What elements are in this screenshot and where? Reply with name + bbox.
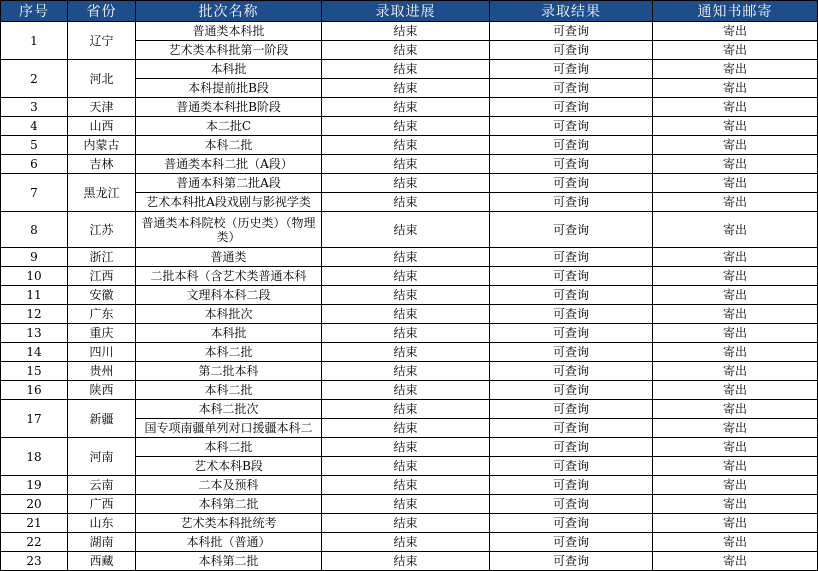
- row-number: 20: [1, 495, 68, 514]
- mail-cell: 寄出: [653, 343, 818, 362]
- table-row: [1, 495, 818, 514]
- result-cell: 可查询: [490, 136, 653, 155]
- province-cell: 西藏: [68, 552, 136, 571]
- result-cell: 可查询: [490, 248, 653, 267]
- table-row: [1, 438, 818, 457]
- batch-name-cell: 艺术本科批A段戏剧与影视学类: [136, 193, 322, 212]
- row-number: 1: [1, 22, 68, 60]
- province-cell: 河北: [68, 60, 136, 98]
- mail-cell: 寄出: [653, 193, 818, 212]
- batch-name-cell: 文理科本科二段: [136, 286, 322, 305]
- batch-name-cell: 本科第二批: [136, 552, 322, 571]
- table-row: [1, 362, 818, 381]
- progress-cell: 结束: [322, 60, 490, 79]
- mail-cell: 寄出: [653, 286, 818, 305]
- row-number: 14: [1, 343, 68, 362]
- progress-cell: 结束: [322, 457, 490, 476]
- province-cell: 四川: [68, 343, 136, 362]
- batch-name-cell: 普通类本科院校（历史类）（物理类）: [136, 212, 322, 248]
- province-cell: 河南: [68, 438, 136, 476]
- result-cell: 可查询: [490, 193, 653, 212]
- table-row: [1, 533, 818, 552]
- mail-cell: 寄出: [653, 60, 818, 79]
- progress-cell: 结束: [322, 286, 490, 305]
- result-cell: 可查询: [490, 552, 653, 571]
- province-cell: 江西: [68, 267, 136, 286]
- row-number: 21: [1, 514, 68, 533]
- table-row: [1, 514, 818, 533]
- progress-cell: 结束: [322, 193, 490, 212]
- batch-name-cell: 二本及预科: [136, 476, 322, 495]
- progress-cell: 结束: [322, 155, 490, 174]
- result-cell: 可查询: [490, 419, 653, 438]
- result-cell: 可查询: [490, 79, 653, 98]
- batch-name-cell: 普通类本科二批（A段）: [136, 155, 322, 174]
- batch-name-cell: 普通类本科批: [136, 22, 322, 41]
- province-cell: 山东: [68, 514, 136, 533]
- province-cell: 新疆: [68, 400, 136, 438]
- table-row: [1, 400, 818, 419]
- progress-cell: 结束: [322, 419, 490, 438]
- province-cell: 广东: [68, 305, 136, 324]
- mail-cell: 寄出: [653, 419, 818, 438]
- province-cell: 江苏: [68, 212, 136, 248]
- progress-cell: 结束: [322, 514, 490, 533]
- row-number: 16: [1, 381, 68, 400]
- batch-name-cell: 普通类本科批B阶段: [136, 98, 322, 117]
- province-cell: 天津: [68, 98, 136, 117]
- batch-name-cell: 艺术类本科批统考: [136, 514, 322, 533]
- progress-cell: 结束: [322, 438, 490, 457]
- table-row: [1, 324, 818, 343]
- mail-cell: 寄出: [653, 117, 818, 136]
- mail-cell: 寄出: [653, 267, 818, 286]
- batch-name-cell: 本科二批: [136, 343, 322, 362]
- row-number: 17: [1, 400, 68, 438]
- mail-cell: 寄出: [653, 41, 818, 60]
- mail-cell: 寄出: [653, 79, 818, 98]
- province-cell: 云南: [68, 476, 136, 495]
- table-row: [1, 174, 818, 193]
- mail-cell: 寄出: [653, 136, 818, 155]
- result-cell: 可查询: [490, 514, 653, 533]
- row-number: 7: [1, 174, 68, 212]
- result-cell: 可查询: [490, 98, 653, 117]
- result-cell: 可查询: [490, 476, 653, 495]
- mail-cell: 寄出: [653, 514, 818, 533]
- batch-name-cell: 本科批: [136, 60, 322, 79]
- progress-cell: 结束: [322, 476, 490, 495]
- batch-name-cell: 本科二批: [136, 136, 322, 155]
- mail-cell: 寄出: [653, 155, 818, 174]
- header-result: 录取结果: [490, 1, 653, 22]
- progress-cell: 结束: [322, 174, 490, 193]
- province-cell: 辽宁: [68, 22, 136, 60]
- result-cell: 可查询: [490, 212, 653, 248]
- row-number: 18: [1, 438, 68, 476]
- mail-cell: 寄出: [653, 533, 818, 552]
- mail-cell: 寄出: [653, 362, 818, 381]
- header-no: 序号: [1, 1, 68, 22]
- progress-cell: 结束: [322, 41, 490, 60]
- progress-cell: 结束: [322, 381, 490, 400]
- mail-cell: 寄出: [653, 22, 818, 41]
- progress-cell: 结束: [322, 343, 490, 362]
- province-cell: 湖南: [68, 533, 136, 552]
- progress-cell: 结束: [322, 22, 490, 41]
- mail-cell: 寄出: [653, 438, 818, 457]
- header-batch: 批次名称: [136, 1, 322, 22]
- result-cell: 可查询: [490, 41, 653, 60]
- table-row: [1, 98, 818, 117]
- table-row: [1, 286, 818, 305]
- batch-name-cell: 本科批: [136, 324, 322, 343]
- batch-name-cell: 艺术类本科批第一阶段: [136, 41, 322, 60]
- progress-cell: 结束: [322, 495, 490, 514]
- province-cell: 山西: [68, 117, 136, 136]
- result-cell: 可查询: [490, 286, 653, 305]
- header-row: [1, 1, 818, 22]
- province-cell: 重庆: [68, 324, 136, 343]
- result-cell: 可查询: [490, 174, 653, 193]
- result-cell: 可查询: [490, 381, 653, 400]
- batch-name-cell: 本科批（普通）: [136, 533, 322, 552]
- batch-name-cell: 第二批本科: [136, 362, 322, 381]
- row-number: 5: [1, 136, 68, 155]
- table-row: [1, 60, 818, 79]
- province-cell: 广西: [68, 495, 136, 514]
- row-number: 23: [1, 552, 68, 571]
- result-cell: 可查询: [490, 457, 653, 476]
- mail-cell: 寄出: [653, 212, 818, 248]
- table-row: [1, 305, 818, 324]
- batch-name-cell: 二批本科（含艺术类普通本科: [136, 267, 322, 286]
- table-row: [1, 248, 818, 267]
- mail-cell: 寄出: [653, 495, 818, 514]
- batch-name-cell: 本二批C: [136, 117, 322, 136]
- mail-cell: 寄出: [653, 324, 818, 343]
- row-number: 12: [1, 305, 68, 324]
- result-cell: 可查询: [490, 155, 653, 174]
- batch-name-cell: 本科批次: [136, 305, 322, 324]
- result-cell: 可查询: [490, 438, 653, 457]
- mail-cell: 寄出: [653, 381, 818, 400]
- progress-cell: 结束: [322, 212, 490, 248]
- result-cell: 可查询: [490, 117, 653, 136]
- batch-name-cell: 本科二批: [136, 438, 322, 457]
- row-number: 2: [1, 60, 68, 98]
- progress-cell: 结束: [322, 533, 490, 552]
- table-row: [1, 552, 818, 571]
- mail-cell: 寄出: [653, 552, 818, 571]
- result-cell: 可查询: [490, 267, 653, 286]
- province-cell: 内蒙古: [68, 136, 136, 155]
- progress-cell: 结束: [322, 248, 490, 267]
- progress-cell: 结束: [322, 305, 490, 324]
- row-number: 3: [1, 98, 68, 117]
- result-cell: 可查询: [490, 22, 653, 41]
- mail-cell: 寄出: [653, 457, 818, 476]
- batch-name-cell: 艺术本科B段: [136, 457, 322, 476]
- province-cell: 吉林: [68, 155, 136, 174]
- progress-cell: 结束: [322, 98, 490, 117]
- table-row: [1, 22, 818, 41]
- row-number: 8: [1, 212, 68, 248]
- row-number: 9: [1, 248, 68, 267]
- result-cell: 可查询: [490, 400, 653, 419]
- batch-name-cell: 国专项南疆单列对口援疆本科二: [136, 419, 322, 438]
- province-cell: 安徽: [68, 286, 136, 305]
- result-cell: 可查询: [490, 533, 653, 552]
- progress-cell: 结束: [322, 79, 490, 98]
- table-row: [1, 476, 818, 495]
- table-row: [1, 267, 818, 286]
- row-number: 19: [1, 476, 68, 495]
- progress-cell: 结束: [322, 117, 490, 136]
- result-cell: 可查询: [490, 362, 653, 381]
- table-row: [1, 212, 818, 248]
- result-cell: 可查询: [490, 60, 653, 79]
- province-cell: 浙江: [68, 248, 136, 267]
- batch-name-cell: 本科二批: [136, 381, 322, 400]
- row-number: 13: [1, 324, 68, 343]
- mail-cell: 寄出: [653, 248, 818, 267]
- batch-name-cell: 本科二批次: [136, 400, 322, 419]
- table-body: [1, 22, 818, 571]
- province-cell: 黑龙江: [68, 174, 136, 212]
- mail-cell: 寄出: [653, 305, 818, 324]
- result-cell: 可查询: [490, 324, 653, 343]
- row-number: 22: [1, 533, 68, 552]
- progress-cell: 结束: [322, 136, 490, 155]
- result-cell: 可查询: [490, 495, 653, 514]
- row-number: 6: [1, 155, 68, 174]
- result-cell: 可查询: [490, 305, 653, 324]
- mail-cell: 寄出: [653, 174, 818, 193]
- row-number: 15: [1, 362, 68, 381]
- batch-name-cell: 本科第二批: [136, 495, 322, 514]
- header-mail: 通知书邮寄: [653, 1, 818, 22]
- table-row: [1, 155, 818, 174]
- batch-name-cell: 普通本科第二批A段: [136, 174, 322, 193]
- table-row: [1, 117, 818, 136]
- mail-cell: 寄出: [653, 476, 818, 495]
- header-province: 省份: [68, 1, 136, 22]
- header-progress: 录取进展: [322, 1, 490, 22]
- table-row: [1, 136, 818, 155]
- mail-cell: 寄出: [653, 400, 818, 419]
- progress-cell: 结束: [322, 324, 490, 343]
- result-cell: 可查询: [490, 343, 653, 362]
- progress-cell: 结束: [322, 267, 490, 286]
- progress-cell: 结束: [322, 552, 490, 571]
- row-number: 10: [1, 267, 68, 286]
- batch-name-cell: 本科提前批B段: [136, 79, 322, 98]
- province-cell: 陕西: [68, 381, 136, 400]
- row-number: 11: [1, 286, 68, 305]
- table-row: [1, 343, 818, 362]
- batch-name-cell: 普通类: [136, 248, 322, 267]
- progress-cell: 结束: [322, 362, 490, 381]
- progress-cell: 结束: [322, 400, 490, 419]
- row-number: 4: [1, 117, 68, 136]
- mail-cell: 寄出: [653, 98, 818, 117]
- table-row: [1, 381, 818, 400]
- province-cell: 贵州: [68, 362, 136, 381]
